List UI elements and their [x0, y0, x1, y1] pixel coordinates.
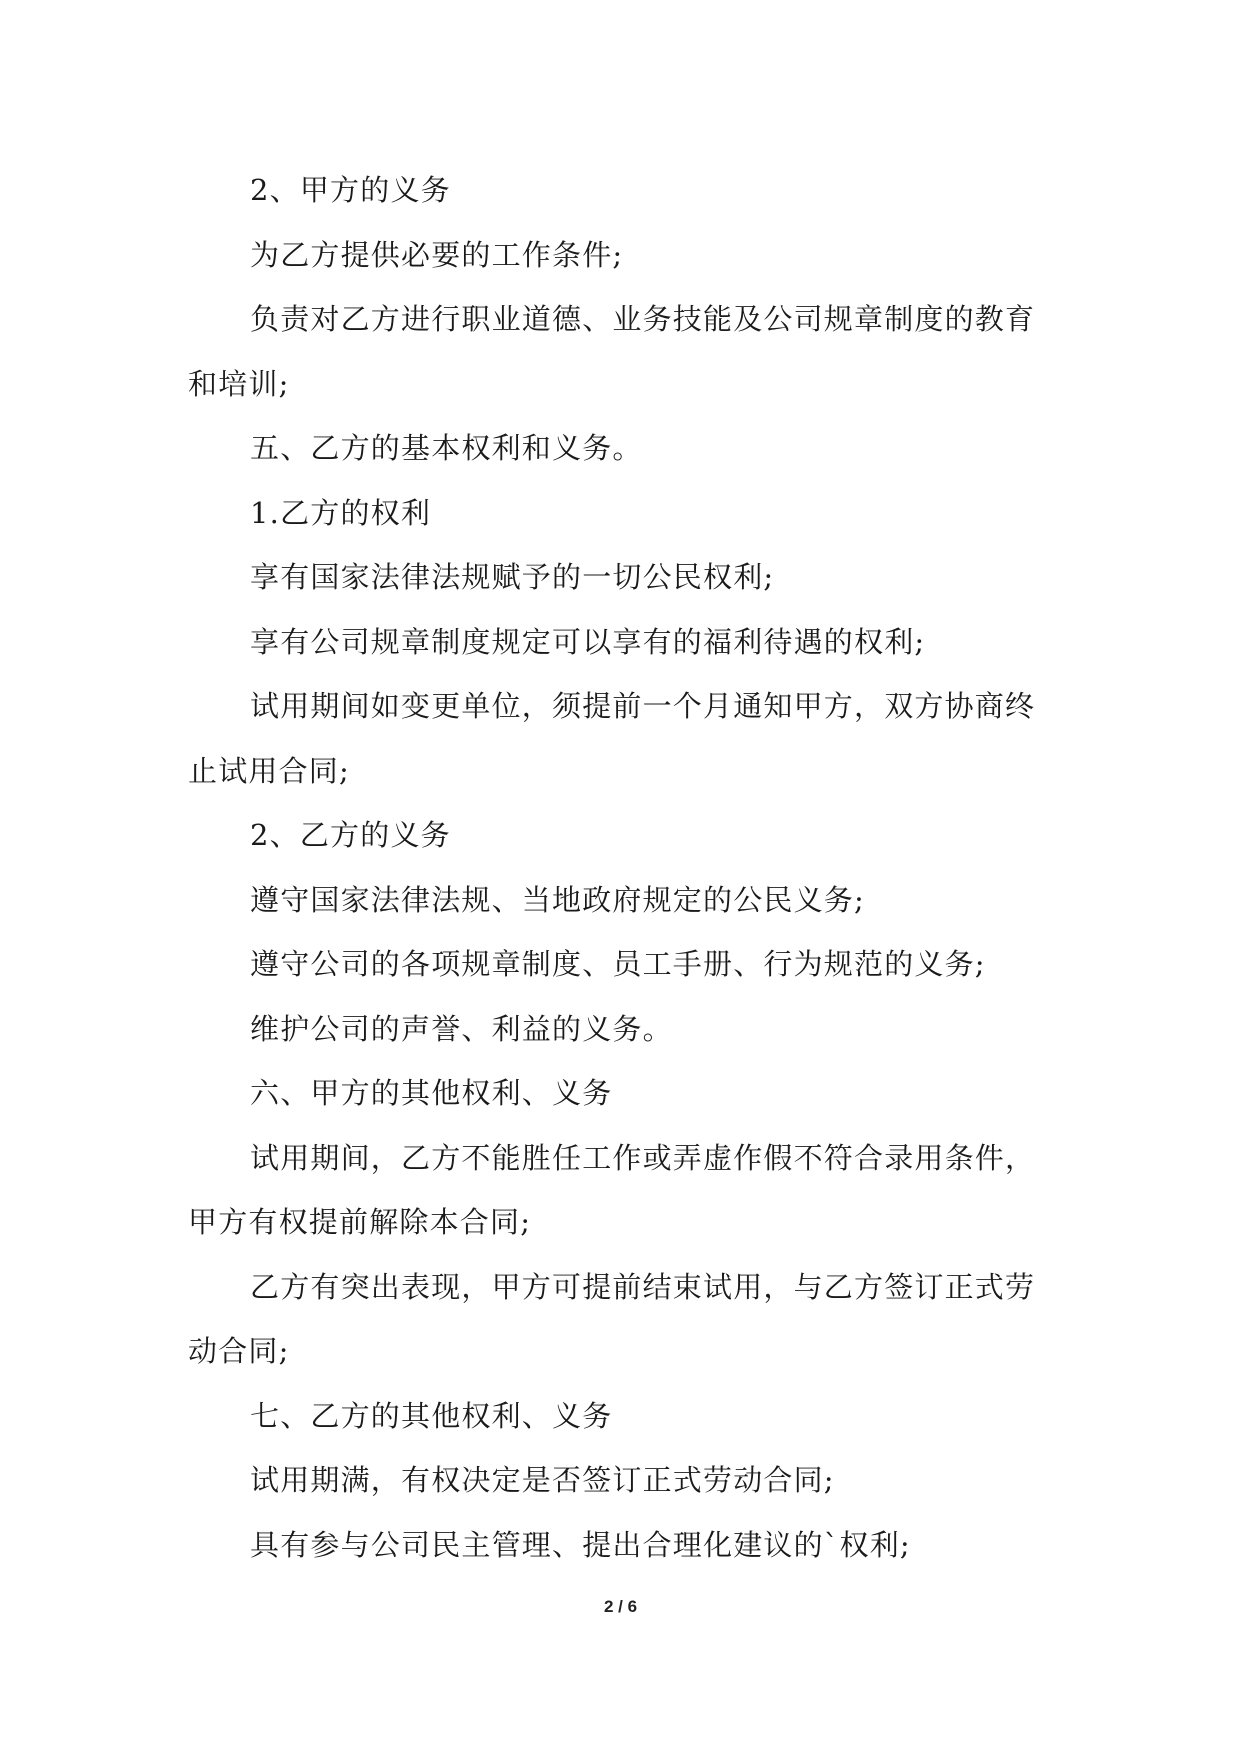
- paragraph: 为乙方提供必要的工作条件;: [250, 237, 624, 272]
- section-heading: 七、乙方的其他权利、义务: [250, 1398, 613, 1433]
- paragraph: 乙方有突出表现，甲方可提前结束试用，与乙方签订正式劳动合同;: [188, 1269, 1036, 1368]
- paragraph: 具有参与公司民主管理、提出合理化建议的`权利;: [250, 1527, 911, 1562]
- subsection-heading: 2、乙方的义务: [250, 818, 451, 852]
- paragraph: 试用期间如变更单位，须提前一个月通知甲方，双方协商终止试用合同;: [188, 689, 1036, 788]
- page-number: 2 / 6: [603, 1597, 638, 1616]
- paragraph: 遵守国家法律法规、当地政府规定的公民义务;: [250, 882, 865, 917]
- paragraph: 试用期满，有权决定是否签订正式劳动合同;: [250, 1463, 835, 1497]
- paragraph: 试用期间，乙方不能胜任工作或弄虚作假不符合录用条件，甲方有权提前解除本合同;: [188, 1140, 1036, 1239]
- document-body: [188, 158, 1058, 1577]
- paragraph: 享有国家法律法规赋予的一切公民权利;: [250, 560, 775, 594]
- paragraph: 负责对乙方进行职业道德、业务技能及公司规章制度的教育和培训;: [188, 302, 1036, 401]
- paragraph: 维护公司的声誉、利益的义务。: [250, 1011, 673, 1046]
- paragraph: 2、甲方的义务: [250, 173, 451, 207]
- paragraph: 遵守公司的各项规章制度、员工手册、行为规范的义务;: [250, 947, 986, 981]
- section-heading: 五、乙方的基本权利和义务。: [250, 431, 643, 465]
- paragraph: 享有公司规章制度规定可以享有的福利待遇的权利;: [250, 624, 926, 659]
- section-heading: 六、甲方的其他权利、义务: [250, 1076, 613, 1110]
- subsection-heading: 1.乙方的权利: [250, 495, 432, 530]
